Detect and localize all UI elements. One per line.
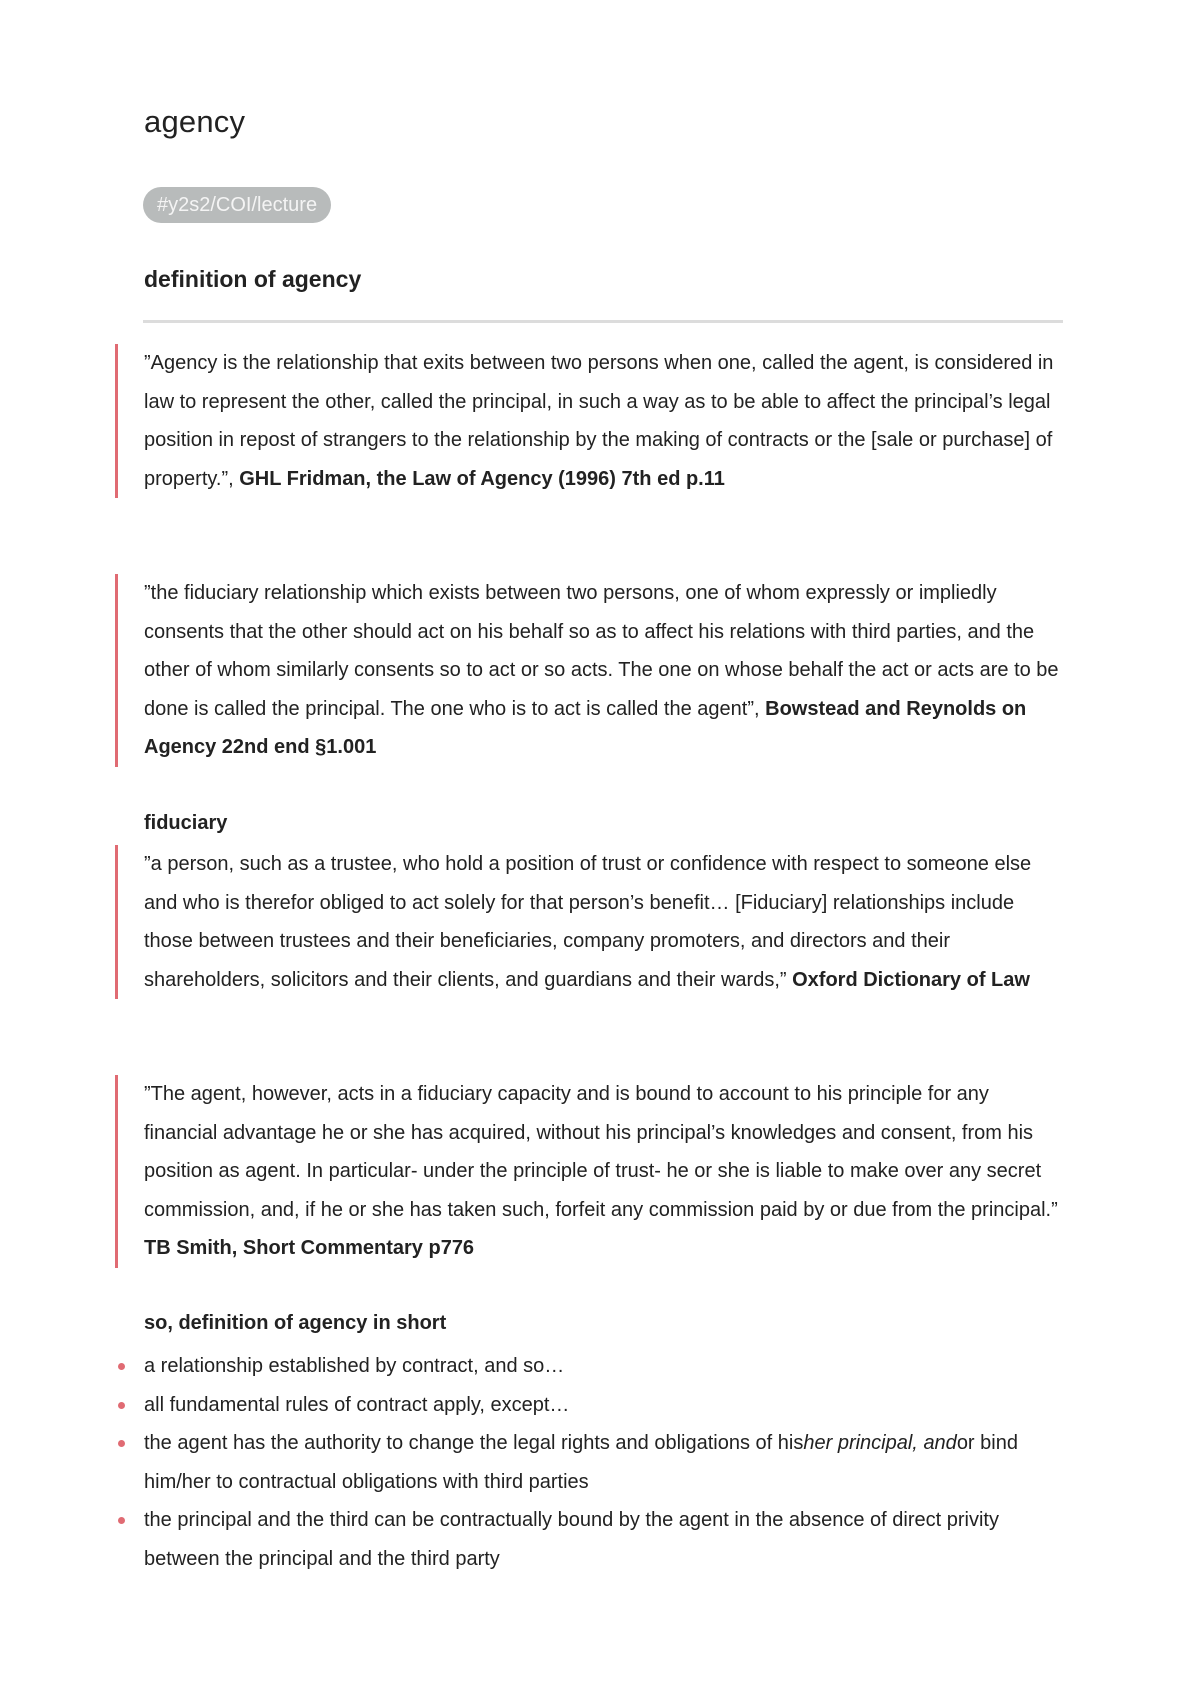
page-title: agency [144,104,246,139]
list-item-italic: and [923,1432,957,1454]
quote-source: Oxford Dictionary of Law [792,968,1030,991]
bullet-icon [118,1363,125,1370]
list-item-text: all fundamental rules of contract apply, except… [144,1393,570,1416]
quote-text: ”a person, such as a trustee, who hold a position of trust or confidence with respect to someone else and who is therefor obliged to act solely for that person’s benefit… [Fiduciary] relationships include those between trustees and their beneficiaries, company promoters, and directors and their shareholders, solicitors and their clients, and guardians and their wards,” [144,853,1032,991]
quote-source: TB Smith, Short Commentary p776 [144,1237,475,1259]
tag-badge[interactable]: #y2s2/COI/lecture [143,187,331,223]
quote-source: GHL Fridman, the Law of Agency (1996) 7th ed p.11 [239,467,725,490]
bullet-icon [118,1517,125,1524]
list-item-italic: her principal, [803,1432,918,1454]
blockquote [115,574,1065,767]
blockquote [115,344,1065,498]
quote-text: ”the fiduciary relationship which exists between two persons, one of whom expressly or impliedly consents that the other should act on his behalf so as to affect his relations with third parties, and the other of whom similarly consents so to act or so acts. The one on whose behalf the act or acts are to be done is called the principal. The one who is to act is called the agent”, [144,582,1059,720]
list-item [144,1501,1064,1578]
quote-source: Bowstead and Reynolds on Agency 22nd end §1.001 [144,697,1027,758]
quote-text: ”The agent, however, acts in a fiduciary capacity and is bound to account to his principle for any financial advantage he or she has acquired, without his principal’s knowledges and consent, from his position as agent. In particular- under the principle of trust- he or she is liable to make over any secret commission, and, if he or she has taken such, forfeit any commission paid by or due from the principal.” [144,1083,1058,1221]
summary-list [144,1347,1064,1578]
section-heading: definition of agency [144,266,362,292]
list-item-text: the principal and the third can be contractually bound by the agent in the absence of direct privity between the principal and the third party [144,1509,999,1570]
summary-heading: so, definition of agency in short [144,1312,447,1334]
blockquote [115,845,1065,999]
list-item-text: the agent has the authority to change the legal rights and obligations of his [144,1432,804,1454]
list-item-text: or bind him/her to contractual obligations with third parties [144,1432,1018,1493]
blockquote [115,1075,1065,1268]
bullet-icon [118,1440,125,1447]
list-item [144,1424,1064,1501]
divider [143,320,1063,323]
quote-text: ”Agency is the relationship that exits between two persons when one, called the agent, is considered in law to represent the other, called the principal, in such a way as to be able to affect the principal’s legal position in repost of strangers to the relationship by the making of contracts or the [sale or purchase] of property.”, [144,352,1054,490]
bullet-icon [118,1402,125,1409]
list-item-text: a relationship established by contract, and so… [144,1355,565,1377]
list-item [144,1347,1064,1386]
fiduciary-heading: fiduciary [144,812,228,834]
list-item [144,1386,1064,1425]
